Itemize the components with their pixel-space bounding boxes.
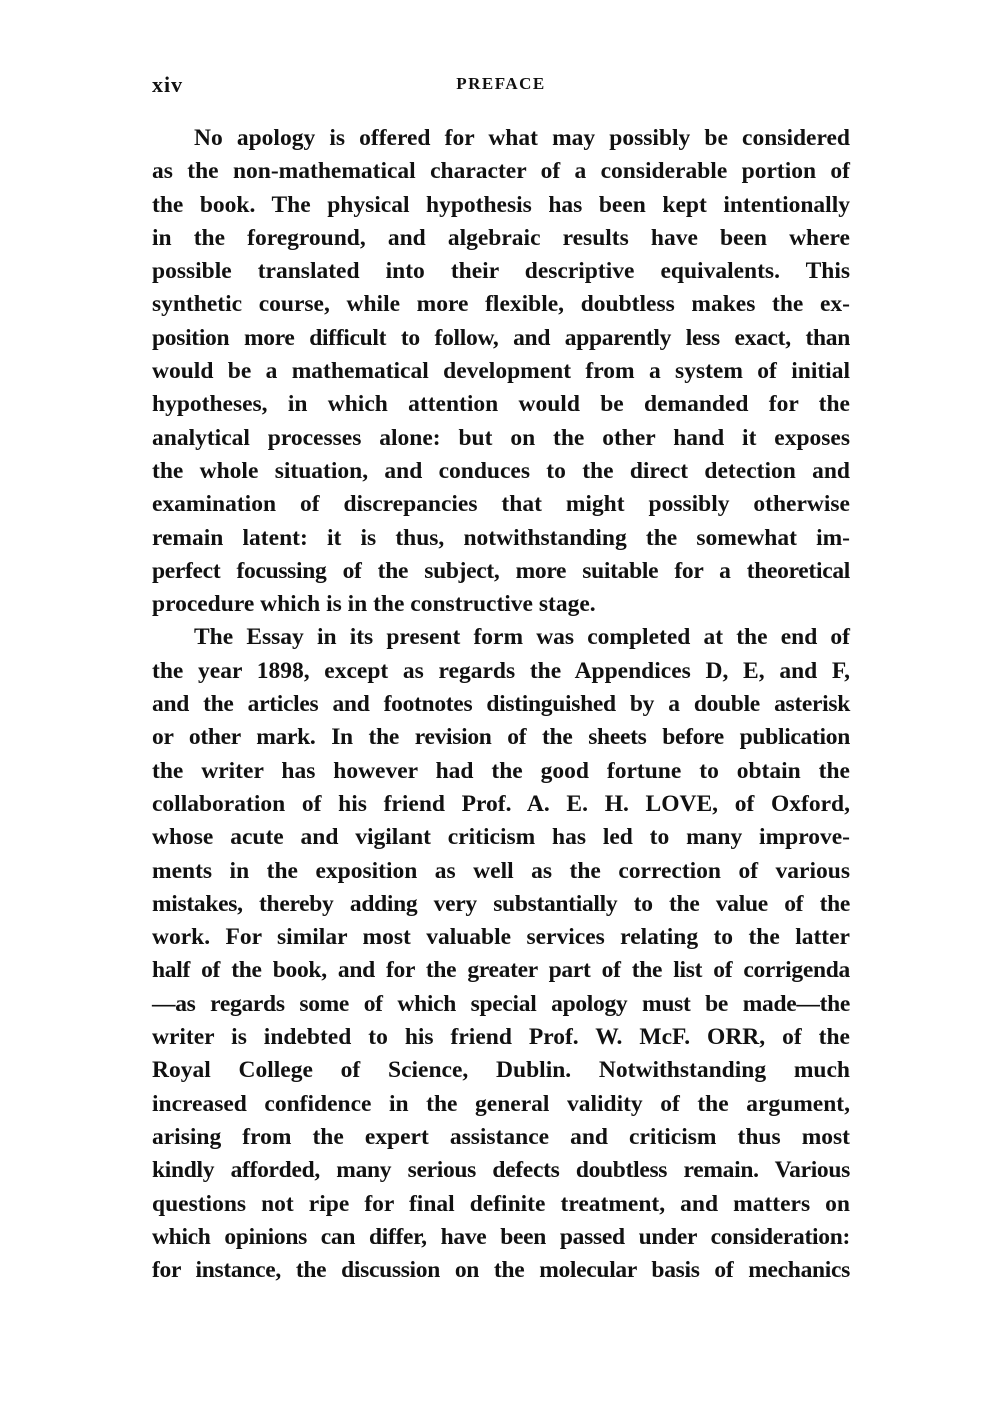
text-line: whose acute and vigilant criticism has led to many improve-	[152, 824, 850, 851]
text-line: which opinions can differ, have been passed under consideration:	[152, 1223, 850, 1250]
text-line: questions not ripe for final definite treatment, and matters on	[152, 1190, 850, 1217]
text-line: the year 1898, except as regards the Appendices D, E, and F,	[152, 657, 850, 684]
text-line: analytical processes alone: but on the other hand it exposes	[152, 424, 850, 451]
text-line: for instance, the discussion on the molecular basis of mechanics	[152, 1257, 850, 1284]
text-line: synthetic course, while more flexible, doubtless makes the ex-	[152, 291, 850, 318]
paragraph-apology	[152, 122, 850, 621]
text-line: writer is indebted to his friend Prof. W. McF. ORR, of the	[152, 1024, 850, 1051]
paragraph-essay	[152, 621, 850, 1287]
text-line: kindly afforded, many serious defects doubtless remain. Various	[152, 1157, 850, 1184]
text-line: ments in the exposition as well as the correction of various	[152, 857, 850, 884]
text-line: remain latent: it is thus, notwithstanding the somewhat im-	[152, 524, 850, 551]
text-line: increased confidence in the general validity of the argument,	[152, 1090, 850, 1117]
text-line: mistakes, thereby adding very substantially to the value of the	[152, 890, 850, 917]
text-line: as the non-mathematical character of a considerable portion of	[152, 158, 850, 185]
text-line: position more difficult to follow, and apparently less exact, than	[152, 324, 850, 351]
text-line: or other mark. In the revision of the sheets before publication	[152, 724, 850, 751]
page-number: xiv	[152, 72, 184, 97]
text-line: half of the book, and for the greater part of the list of corrigenda	[152, 957, 850, 984]
text-line: work. For similar most valuable services relating to the latter	[152, 924, 850, 951]
text-line: the writer has however had the good fortune to obtain the	[152, 757, 850, 784]
text-line: examination of discrepancies that might possibly otherwise	[152, 491, 850, 518]
text-line: possible translated into their descriptive equivalents. This	[152, 258, 850, 285]
text-line: in the foreground, and algebraic results have been where	[152, 224, 850, 251]
text-line: Royal College of Science, Dublin. Notwithstanding much	[152, 1057, 850, 1084]
text-line: arising from the expert assistance and criticism thus most	[152, 1123, 850, 1150]
text-line: the whole situation, and conduces to the direct detection and	[152, 457, 850, 484]
text-line: hypotheses, in which attention would be demanded for the	[152, 391, 850, 418]
text-line: the book. The physical hypothesis has been kept intentionally	[152, 191, 850, 218]
text-line: procedure which is in the constructive stage.	[152, 591, 596, 618]
text-line: perfect focussing of the subject, more suitable for a theoretical	[152, 557, 850, 584]
text-line: collaboration of his friend Prof. A. E. H. LOVE, of Oxford,	[152, 790, 850, 817]
text-line: —as regards some of which special apology must be made—the	[152, 990, 850, 1017]
text-line: would be a mathematical development from a system of initial	[152, 358, 850, 385]
body-text	[152, 122, 850, 1287]
running-head	[152, 72, 850, 102]
text-line: No apology is offered for what may possibly be considered	[194, 125, 850, 151]
text-line: The Essay in its present form was completed at the end of	[194, 624, 850, 651]
text-line: and the articles and footnotes distinguished by a double asterisk	[152, 691, 850, 718]
section-title: PREFACE	[456, 74, 546, 93]
